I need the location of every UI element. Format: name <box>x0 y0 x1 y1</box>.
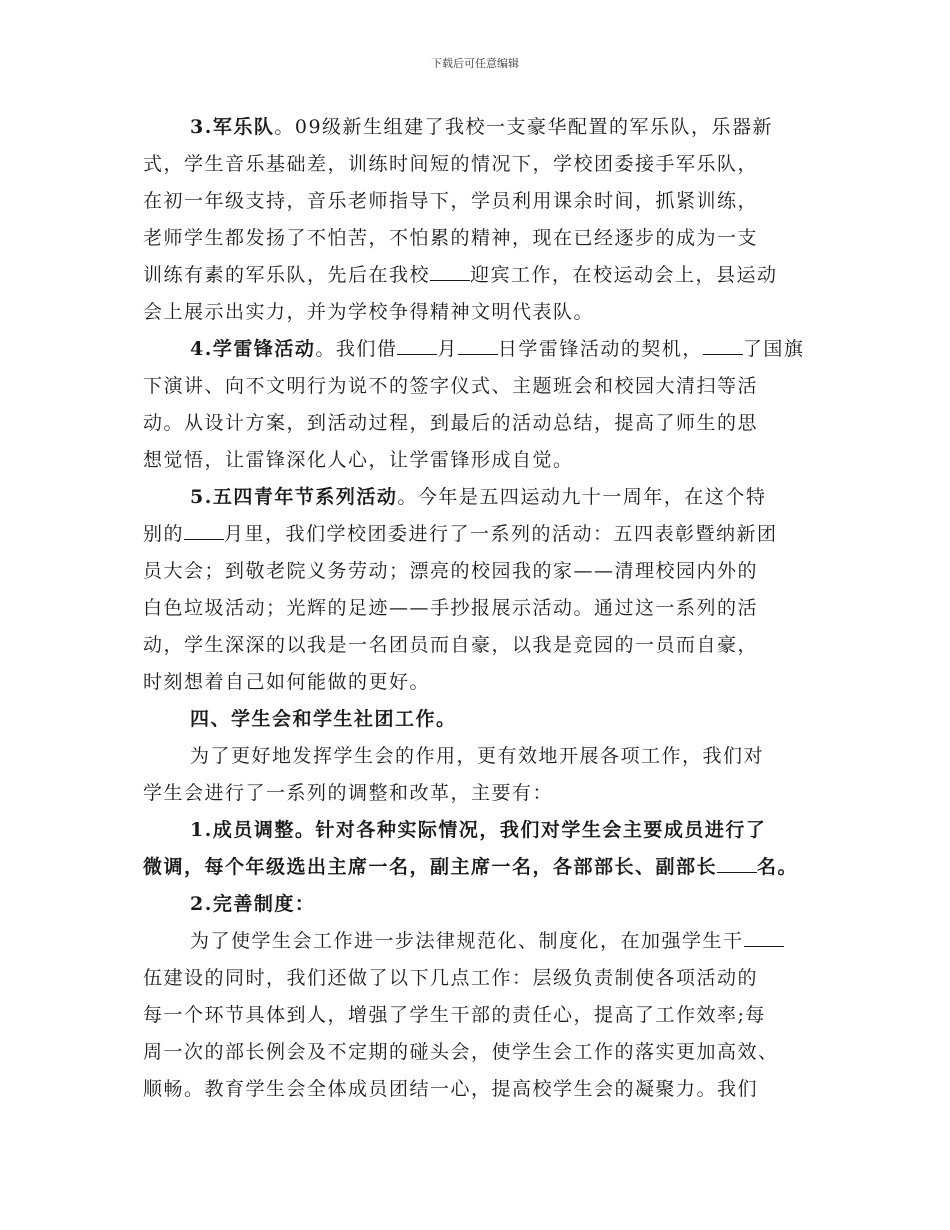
paragraph-line: 式，学生音乐基础差，训练时间短的情况下，学校团委接手军乐队， <box>143 153 759 175</box>
paragraph-line: 想觉悟，让雷锋深化人心，让学雷锋形成自觉。 <box>143 449 574 471</box>
paragraph-line: 为了更好地发挥学生会的作用，更有效地开展各项工作，我们对 <box>190 745 765 767</box>
item-title: 军乐队 <box>212 116 275 138</box>
paragraph-line: 周一次的部长例会及不定期的碰头会，使学生会工作的落实更加高效、 <box>143 1041 779 1063</box>
text: 迎宾工作，在校运动会上，县运动 <box>470 264 778 286</box>
paragraph-line: 老师学生都发扬了不怕苦，不怕累的精神，现在已经逐步的成为一支 <box>143 227 759 249</box>
item-title: 学雷锋活动 <box>212 338 316 360</box>
text: 月 <box>437 338 458 360</box>
text: 别的 <box>143 523 185 545</box>
fill-blank <box>184 517 224 540</box>
text: 月里，我们学校团委进行了一系列的活动：五四表彰暨纳新团 <box>224 523 778 545</box>
paragraph-line <box>143 257 811 294</box>
text: 为了使学生会工作进一步法律规范化、制度化，在加强学生干 <box>190 930 744 952</box>
item-number: 3. <box>190 116 213 138</box>
section-heading: 四、学生会和学生社团工作。 <box>190 708 457 730</box>
fill-blank <box>717 850 757 873</box>
item-title: 2.完善制度： <box>190 893 316 915</box>
paragraph-line <box>143 516 811 553</box>
document-body <box>143 109 811 1108</box>
item-number: 4. <box>190 338 213 360</box>
paragraph-line: 动，学生深深的以我是一名团员而自豪，以我是竞园的一员而自豪， <box>143 634 759 656</box>
paragraph-line: 下演讲、向不文明行为说不的签字仪式、主题班会和校园大清扫等活 <box>143 375 759 397</box>
text: 。今年是五四运动九十一周年，在这个特 <box>397 486 767 508</box>
paragraph-line: 会上展示出实力，并为学校争得精神文明代表队。 <box>143 301 595 323</box>
paragraph-line: 在初一年级支持，音乐老师指导下，学员利用课余时间，抓紧训练， <box>143 190 759 212</box>
paragraph-line <box>143 109 811 146</box>
text: 。我们借 <box>315 338 398 360</box>
fill-blank <box>397 332 437 355</box>
page-header: 下载后可任意编辑 <box>431 57 519 70</box>
paragraph-line: 学生会进行了一系列的调整和改革，主要有： <box>143 782 554 804</box>
paragraph-line <box>143 479 811 516</box>
fill-blank <box>703 332 743 355</box>
paragraph-line: 员大会；到敬老院义务劳动；漂亮的校园我的家——清理校园内外的 <box>143 560 759 582</box>
text: 名。 <box>757 856 799 878</box>
text: 日学雷锋活动的契机， <box>497 338 703 360</box>
paragraph-line <box>143 331 811 368</box>
text: 训练有素的军乐队，先后在我校 <box>143 264 431 286</box>
item-number: 5. <box>190 486 213 508</box>
paragraph-line: 动。从设计方案，到活动过程，到最后的活动总结，提高了师生的思 <box>143 412 759 434</box>
paragraph-line: 时刻想着自己如何能做的更好。 <box>143 671 431 693</box>
paragraph-line <box>143 849 811 886</box>
paragraph-line <box>143 923 811 960</box>
item-title: 五四青年节系列活动 <box>212 486 398 508</box>
paragraph-line: 1.成员调整。针对各种实际情况，我们对学生会主要成员进行了 <box>190 819 767 841</box>
fill-blank <box>744 924 784 947</box>
paragraph-line: 白色垃圾活动；光辉的足迹——手抄报展示活动。通过这一系列的活 <box>143 597 759 619</box>
fill-blank <box>458 332 498 355</box>
fill-blank <box>430 258 470 281</box>
text: 微调，每个年级选出主席一名，副主席一名，各部部长、副部长 <box>143 856 718 878</box>
text: 了国旗 <box>742 338 805 360</box>
text: 。09级新生组建了我校一支豪华配置的军乐队，乐器新 <box>274 116 774 138</box>
paragraph-line: 每一个环节具体到人，增强了学生干部的责任心，提高了工作效率;每 <box>143 1004 766 1026</box>
paragraph-line: 顺畅。教育学生会全体成员团结一心，提高校学生会的凝聚力。我们 <box>143 1078 759 1100</box>
paragraph-line: 伍建设的同时，我们还做了以下几点工作：层级负责制使各项活动的 <box>143 967 759 989</box>
